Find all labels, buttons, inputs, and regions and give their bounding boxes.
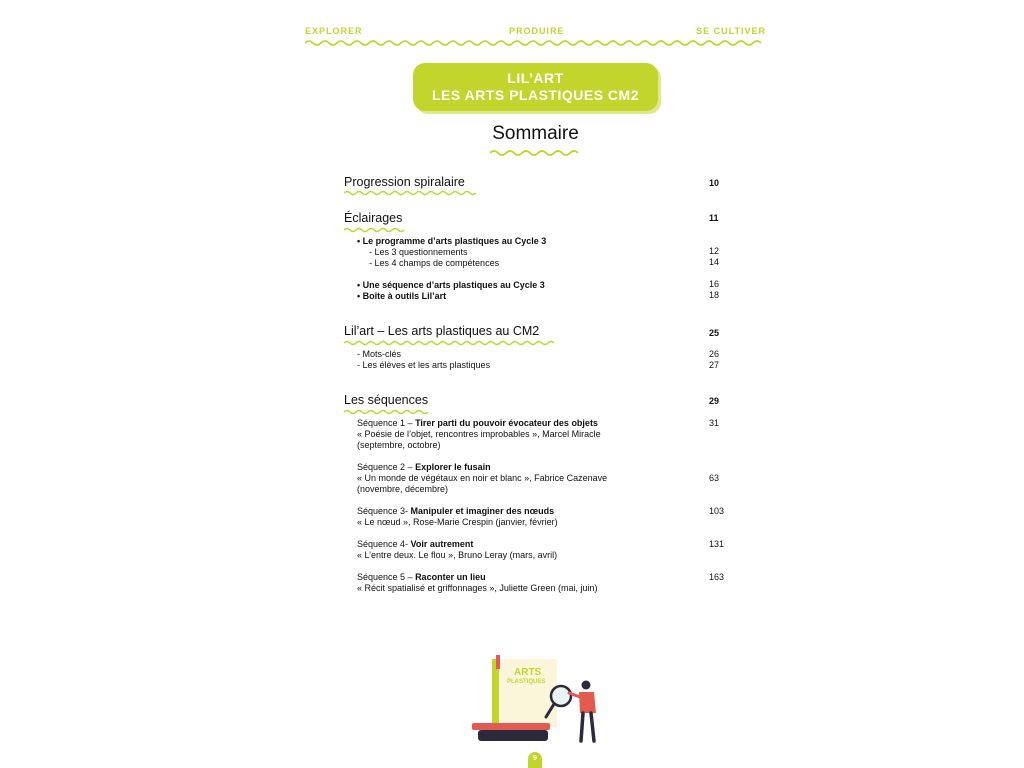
title-line-1: LIL’ART — [507, 70, 564, 86]
book-title-line-2: PLASTIQUES — [507, 679, 546, 685]
nav-produire: PRODUIRE — [509, 26, 565, 36]
sequence-prefix: Séquence 1 – — [357, 418, 416, 428]
toc-item[interactable]: • Le programme d’arts plastiques au Cycle 3 — [357, 236, 547, 246]
toc-section-lilart[interactable]: Lil’art – Les arts plastiques au CM2 — [344, 324, 540, 338]
page-number: 16 — [709, 279, 720, 289]
bookmark — [496, 655, 500, 669]
sequence-title: Explorer le fusain — [415, 462, 491, 472]
page-number: 14 — [709, 257, 720, 267]
title-wave-underline — [490, 149, 580, 157]
stacked-book-dark — [478, 730, 548, 741]
nav-explorer: EXPLORER — [305, 26, 363, 36]
toc-item[interactable]: - Les élèves et les arts plastiques — [357, 360, 491, 370]
book-title-line-1: ARTS — [514, 667, 542, 678]
sequence-prefix: Séquence 4- — [357, 539, 411, 549]
page-number: 163 — [709, 572, 725, 582]
page-number: 27 — [709, 360, 720, 370]
toc-sequence-3[interactable] — [357, 506, 697, 528]
top-wave-divider — [305, 39, 766, 47]
page-title: Sommaire — [492, 123, 579, 144]
page-number: 63 — [709, 473, 720, 483]
sequence-period: (septembre, octobre) — [357, 440, 441, 450]
toc-section-sequences[interactable]: Les séquences — [344, 393, 429, 407]
section-wave-underline — [344, 190, 480, 196]
sequence-subtitle: « Poésie de l’objet, rencontres improbables », Marcel Miracle — [357, 429, 601, 439]
toc-item[interactable]: - Mots-clés — [357, 349, 402, 359]
sequence-subtitle: « L’entre deux. Le flou », Bruno Leray (mars, avril) — [357, 550, 558, 560]
page-number: 103 — [709, 506, 725, 516]
illustration-books-magnifier — [470, 655, 605, 745]
section-wave-underline — [344, 409, 434, 415]
title-line-2: LES ARTS PLASTIQUES CM2 — [431, 87, 639, 103]
sequence-subtitle: « Un monde de végétaux en noir et blanc », Fabrice Cazenave — [357, 473, 608, 483]
sequence-subtitle: « Le nœud », Rose-Marie Crespin (janvier, février) — [357, 517, 558, 527]
top-navigation — [305, 26, 766, 38]
person-head — [582, 681, 591, 690]
toc-sequence-5[interactable] — [357, 572, 697, 594]
page-number: 12 — [709, 246, 720, 256]
page-footer-number: 9 — [528, 752, 542, 768]
section-wave-underline — [344, 227, 408, 233]
stacked-book-red — [472, 723, 550, 730]
toc-sequence-1[interactable] — [357, 418, 697, 451]
person-leg-left — [581, 713, 583, 741]
toc-sequence-4[interactable] — [357, 539, 697, 561]
page-number: 31 — [709, 418, 720, 428]
nav-se-cultiver: SE CULTIVER — [696, 26, 766, 36]
page-number: 18 — [709, 290, 720, 300]
sequence-title: Tirer parti du pouvoir évocateur des objets — [415, 418, 598, 428]
toc-section-eclairages[interactable]: Éclairages — [344, 211, 403, 225]
person-body — [579, 692, 596, 713]
sequence-prefix: Séquence 2 – — [357, 462, 416, 472]
sequence-title: Manipuler et imaginer des nœuds — [410, 506, 555, 516]
page-number: 25 — [709, 328, 720, 338]
page-number: 26 — [709, 349, 720, 359]
page-number: 11 — [709, 213, 719, 223]
toc-item[interactable]: • Boîte à outils Lil’art — [357, 291, 447, 301]
page-number: 10 — [709, 178, 720, 188]
sequence-subtitle: « Récit spatialisé et griffonnages », Juliette Green (mai, juin) — [357, 583, 598, 593]
sequence-period: (novembre, décembre) — [357, 484, 449, 494]
section-wave-underline — [344, 340, 561, 346]
toc-section-progression[interactable]: Progression spiralaire — [344, 175, 465, 189]
toc-item[interactable]: - Les 3 questionnements — [369, 247, 468, 257]
title-banner — [413, 63, 658, 111]
sequence-prefix: Séquence 3- — [357, 506, 411, 516]
toc-item[interactable]: • Une séquence d’arts plastiques au Cycle 3 — [357, 280, 545, 290]
person-leg-right — [591, 713, 594, 741]
page-number: 29 — [709, 396, 720, 406]
toc-item[interactable]: - Les 4 champs de compétences — [369, 258, 500, 268]
page-number: 131 — [709, 539, 725, 549]
toc-sequence-2[interactable] — [357, 462, 697, 495]
sequence-prefix: Séquence 5 – — [357, 572, 416, 582]
sequence-title: Raconter un lieu — [415, 572, 486, 582]
sequence-title: Voir autrement — [410, 539, 474, 549]
